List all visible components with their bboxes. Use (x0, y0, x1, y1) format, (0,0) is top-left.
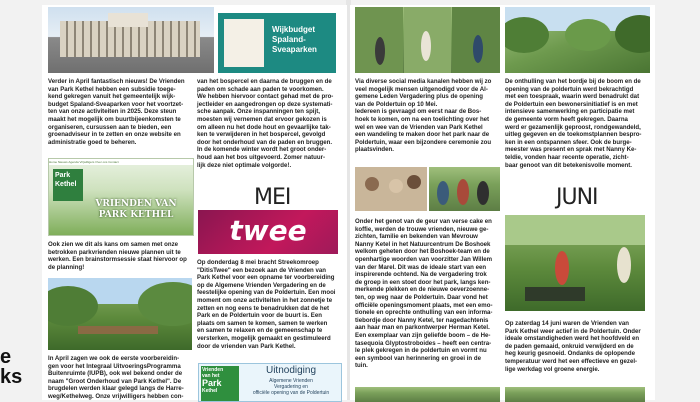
text-line: hoek te komen, om na een toelichting over het (355, 115, 490, 123)
text-line: inspirerende ochtend. Na de vergadering trok (355, 271, 487, 279)
newsletter-page-right (350, 5, 655, 400)
text-line: zetten en nog eens te benadrukken dat de het (197, 304, 330, 312)
invitation-logo: Vrienden van het Park Kethel (201, 366, 239, 401)
text-line: tionele en oprechte onthulling van een informa- (355, 309, 493, 317)
group-walk-photo (429, 167, 500, 211)
text-line: van der Marel. Dit was de ideale start van een (355, 263, 487, 271)
text-line: met een toespraak, waarin werd benadrukt dat (505, 93, 640, 101)
text-line: temperatuur werd het een effectieve en gezel- (505, 357, 638, 365)
text-line: gen voor het Integraal UitvoeringsProgramma (48, 362, 181, 370)
text-line: moesten wij vernemen dat ervoor gekozen is (197, 115, 327, 123)
text-line: Poldertuin, waar een bijzondere ceremonie zou (355, 138, 492, 146)
article-text (505, 78, 641, 169)
text-line: officiële openingsmoment plaats, met een emo- (355, 301, 493, 309)
text-line: plaats om samen te komen, samen te werken (197, 319, 328, 327)
text-line: tuin. (355, 362, 368, 370)
text-line: van de Poldertuin op 10 Mei. (355, 100, 438, 108)
wijkbudget-logo-card (218, 13, 336, 73)
text-line: welkom geheten door het Boshoek-team en de (355, 248, 490, 256)
event-photo-collage (355, 7, 500, 73)
text-line: paden om schade aan paden te voorkomen. (197, 85, 324, 93)
text-line: de groep in een stoet door het park, langs ken- (355, 278, 491, 286)
text-line: heg keurig gesnoeid. Ondanks de oplopende (505, 350, 636, 358)
text-line: Verder in April fantastisch nieuws! De Vrienden (48, 78, 185, 85)
text-line: Park en de Poldertuin voor de buurt is. Een (197, 312, 322, 320)
text-line: We hebben hiervoor contact gehad met de pro- (197, 93, 334, 101)
building-photo (48, 7, 214, 73)
newsletter-page-left (42, 5, 347, 400)
text-line: om alleen nu het dode hout en gevaarlijke tak- (197, 123, 331, 131)
article-text (197, 259, 336, 350)
text-line: plaatsvinden. (355, 146, 394, 154)
twee-logo: twee (198, 210, 338, 254)
text-line: koffie, werden de trouwe vrienden, nieuwe ge- (355, 225, 489, 233)
text-line: weg/Kethelweg. Onze vrijwilligers hebben con- (48, 392, 184, 400)
text-line: Onder het genot van de geur van verse cake en (355, 218, 492, 225)
sidebar-text-fragment: e (0, 346, 12, 368)
text-line: Park Kethel voor een opname ter voorbereiding (197, 274, 335, 282)
text-line: aan haar man en parkontwerper Herman Ketel. (355, 324, 490, 332)
text-line: jectleider en aangedrongen op deze systemati- (197, 100, 333, 108)
text-line: In April zagen we ook de eerste voorbereidin- (48, 355, 180, 362)
text-line: groenadviseur in te zetten en onze website en (48, 131, 181, 139)
text-line: sche aanpak. Onze inspanningen ten spijt, (197, 108, 320, 116)
invitation-title: Uitnodiging (265, 365, 317, 376)
banner-nav: Home Nieuws Agenda Vrijwilligers Over ons Contact (49, 159, 193, 165)
text-line: opening van de poldertuin werd bekrachtigd (505, 85, 634, 93)
text-line: door het onderhoud van de paden en bruggen. (197, 138, 333, 146)
text-line: Op zaterdag 14 juni waren de Vrienden van (505, 320, 629, 327)
text-line: "DitisTwee" een bezoek aan de Vrienden van (197, 266, 326, 274)
text-line: door de vrienden van Park Kethel. (197, 342, 296, 350)
text-line: tasequoia Glyptostroboides – heeft een centra- (355, 339, 492, 347)
text-line: ken te verwijderen in het bospercel, gevolgd (197, 131, 326, 139)
text-line: uitleg gegeven en de toekomstplannen bespro- (505, 131, 642, 139)
text-line: ten van onze activiteiten in 2025. Deze steun (48, 108, 177, 116)
text-line: feestelijke opening van de Poldertuin. Een mooi (197, 289, 336, 297)
article-text (197, 78, 333, 169)
website-banner (48, 158, 194, 236)
banner-title: VRIENDEN VAN (95, 199, 177, 209)
park-landscape-photo (505, 7, 650, 73)
text-line: meester was present en sprak met Nanny Ke- (505, 146, 637, 154)
text-line: lijk deze niet optimale volgorde!. (197, 161, 292, 169)
text-line: kend gekregen vanuit het gemeentelijk wijk- (48, 93, 176, 101)
invitation-card: Vrienden van het Park Kethel Uitnodiging Algemene Vrienden Vergadering en officiële opening van de Poldertuin (198, 363, 342, 402)
text-line: intensieve samenwerking en participatie met (505, 108, 635, 116)
text-line: betrokken parkvrienden nieuwe plannen uit te (48, 248, 181, 256)
text-line: ken in een ontspannen sfeer. Ook de burge- (505, 138, 632, 146)
text-line: In de komende winter wordt het groot onder- (197, 146, 327, 154)
text-line: van het bospercel en daarna de bruggen en de (197, 78, 332, 85)
text-line: houd aan het bos uitgevoerd. Zomer natuur- (197, 153, 325, 161)
text-line: een symbool van herinnering en groei in de (355, 354, 481, 362)
text-line: ten, op weg naar de Poldertuin. Daar vond het (355, 293, 488, 301)
text-line: teldie, vonden haar recente operatie, zicht- (505, 153, 629, 161)
text-line: gemene Leden Vergadering plus de opening (355, 93, 483, 101)
article-text (48, 241, 187, 271)
text-line: le plek gekregen in de poldertuin en vormt nu (355, 347, 487, 355)
text-line: de Poldertuin een bewonersinitiatief is en met (505, 100, 638, 108)
banner-logo: Park Kethel (53, 169, 83, 201)
text-line: zichten, familie en bekenden van Mevrouw (355, 233, 478, 241)
text-line: de gemeente vorm heeft gekregen. Daarna (505, 115, 628, 123)
text-line: veel mogelijk mensen uitgenodigd voor de Al- (355, 85, 488, 93)
text-line: lige werkdag vol groene energie. (505, 365, 600, 373)
logo-title: Wijkbudget (272, 25, 316, 34)
text-line: de planning! (48, 263, 85, 271)
article-text (355, 78, 491, 154)
sidebar-text-fragment: ks (0, 366, 23, 388)
text-line: en samen te relaxen en de gemeenschap te (197, 327, 323, 335)
article-text (505, 320, 641, 373)
volunteers-mowing-photo (505, 215, 645, 311)
text-line: werken. Een brainstormsessie staat hiervoor op (48, 256, 187, 264)
banner-title: PARK KETHEL (98, 210, 174, 220)
text-line: Buitenruimte (IUPB), ook wel bekend onder de (48, 370, 183, 378)
text-line: administratie goed te beheren. (48, 138, 137, 146)
text-line: baar genoot van dit betekenisvolle moment. (505, 161, 632, 169)
text-line: een wandeling te maken door het park naar de (355, 131, 490, 139)
text-line: Nanny Ketel in het Natuurcentrum De Boshoek (355, 240, 491, 248)
text-line: versterken, mogelijk gemaakt en gestimuleerd (197, 334, 331, 342)
text-line: op de Algemene Vrienden Vergadering en de (197, 281, 326, 289)
text-line: Via diverse social media kanalen hebben wij zo (355, 78, 492, 85)
text-line: Park Kethel weer actief in de Poldertuin. Onder (505, 327, 641, 335)
text-line: naam "Groot Onderhoud van Park Kethel". De (48, 377, 182, 385)
text-line: van Park Kethel hebben een subsidie toege- (48, 85, 176, 93)
text-line: organiseren, cursussen aan te bieden, een (48, 123, 172, 131)
text-line: Iedereen is gevraagd om eerst naar de Bos- (355, 108, 482, 116)
text-line: de paden gemaaid, onkruid verwijderd en de (505, 342, 634, 350)
article-text (48, 355, 184, 401)
text-line: Ook zien we dit als kans om samen met onze (48, 241, 179, 248)
meeting-photo (355, 167, 427, 211)
article-text (48, 78, 185, 146)
park-bench-photo (48, 278, 192, 350)
text-line: tiebordje door Nanny Ketel, ter nagedachtenis (355, 316, 489, 324)
text-line: openhartige woorden van voorzitter Jan Willem (355, 255, 493, 263)
text-line: budget Spaland-Sveaparken voor het voortzet- (48, 100, 184, 108)
month-heading-mei: MEI (254, 185, 291, 210)
text-line: brugdelen werden klaar gelegd langs de Harre- (48, 385, 184, 393)
text-line: moment om onze activiteiten in het zonnetje te (197, 296, 333, 304)
logo-line: Spaland- (272, 35, 306, 44)
text-line: De onthulling van het bordje bij de boom en de (505, 78, 641, 85)
text-line: merkende plekken en de nieuwe oeverzoenne- (355, 286, 490, 294)
text-line: Op donderdag 8 mei bracht Streekomroep (197, 259, 319, 266)
logo-line: Sveaparken (272, 45, 317, 54)
month-heading-juni: JUNI (556, 185, 598, 210)
text-line: maakt het mogelijk om buurtbijeenkomsten te (48, 115, 181, 123)
text-line: werd er gezamenlijk geproost, rondgewandeld, (505, 123, 641, 131)
text-line: Een exemplaar van zijn geliefde boom – de He- (355, 331, 491, 339)
article-text (355, 218, 492, 370)
text-line: wel en wee van de Vrienden van Park Kethel (355, 123, 483, 131)
text-line: ideale omstandigheden werd het hoofdveld en (505, 335, 640, 343)
